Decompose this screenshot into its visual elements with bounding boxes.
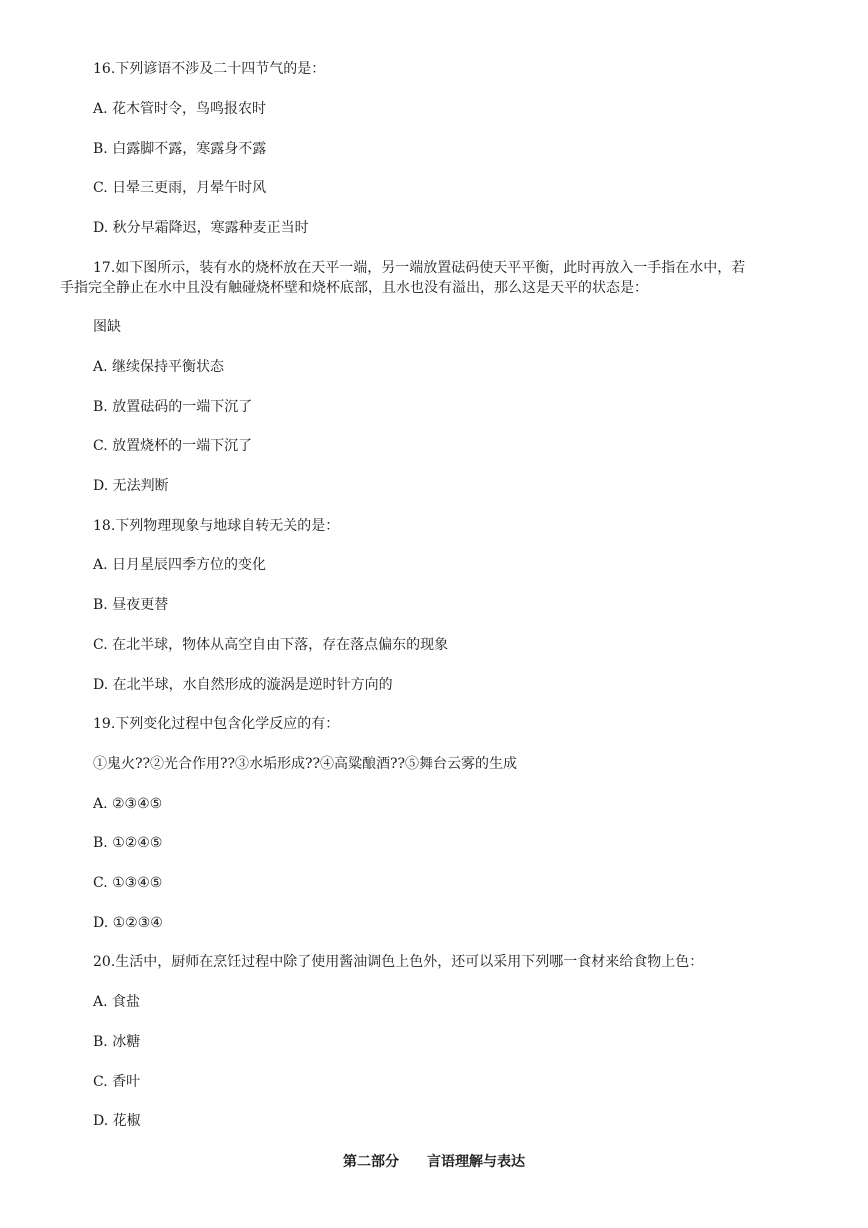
- question-17-figure-missing: 图缺: [93, 319, 121, 335]
- question-18-stem: 18.下列物理现象与地球自转无关的是：: [93, 518, 340, 534]
- question-17-stem-line1: 17.如下图所示，装有水的烧杯放在天平一端，另一端放置砝码使天平平衡，此时再放入一手指在水中，若: [93, 260, 746, 276]
- question-20-option-a: A. 食盐: [93, 994, 141, 1010]
- question-17-stem-line2: 手指完全静止在水中且没有触碰烧杯壁和烧杯底部，且水也没有溢出，那么这是天平的状态是：: [60, 280, 648, 296]
- question-16-option-c: C. 日晕三更雨，月晕午时风: [93, 180, 267, 196]
- question-17-option-c: C. 放置烧杯的一端下沉了: [93, 438, 253, 454]
- question-19-stem: 19.下列变化过程中包含化学反应的有：: [93, 716, 340, 732]
- question-17-option-d: D. 无法判断: [93, 478, 169, 494]
- question-20-option-d: D. 花椒: [93, 1113, 141, 1129]
- question-18-option-d: D. 在北半球，水自然形成的漩涡是逆时针方向的: [93, 677, 393, 693]
- question-18-option-a: A. 日月星辰四季方位的变化: [93, 557, 267, 573]
- question-19-option-b: B. ①②④⑤: [93, 835, 163, 851]
- section-title: 言语理解与表达: [427, 1154, 525, 1170]
- question-20-option-c: C. 香叶: [93, 1074, 141, 1090]
- question-18-option-c: C. 在北半球，物体从高空自由下落，存在落点偏东的现象: [93, 637, 449, 653]
- section-heading: [0, 1152, 868, 1172]
- question-19-items: ①鬼火??②光合作用??③水垢形成??④高粱酿酒??⑤舞台云雾的生成: [93, 756, 518, 772]
- question-18-option-b: B. 昼夜更替: [93, 597, 169, 613]
- question-19-option-d: D. ①②③④: [93, 915, 163, 931]
- question-16-option-a: A. 花木管时令，鸟鸣报农时: [93, 101, 267, 117]
- question-17-option-b: B. 放置砝码的一端下沉了: [93, 399, 253, 415]
- question-19-option-a: A. ②③④⑤: [93, 796, 163, 812]
- question-20-option-b: B. 冰糖: [93, 1034, 141, 1050]
- question-16-option-b: B. 白露脚不露，寒露身不露: [93, 141, 267, 157]
- section-part-label: 第二部分: [343, 1154, 399, 1170]
- question-17-option-a: A. 继续保持平衡状态: [93, 359, 225, 375]
- question-20-stem: 20.生活中，厨师在烹饪过程中除了使用酱油调色上色外，还可以采用下列哪一食材来给食物上色：: [93, 954, 704, 970]
- question-19-option-c: C. ①③④⑤: [93, 875, 163, 891]
- question-16-option-d: D. 秋分早霜降迟，寒露种麦正当时: [93, 220, 309, 236]
- question-16-stem: 16.下列谚语不涉及二十四节气的是：: [93, 61, 326, 77]
